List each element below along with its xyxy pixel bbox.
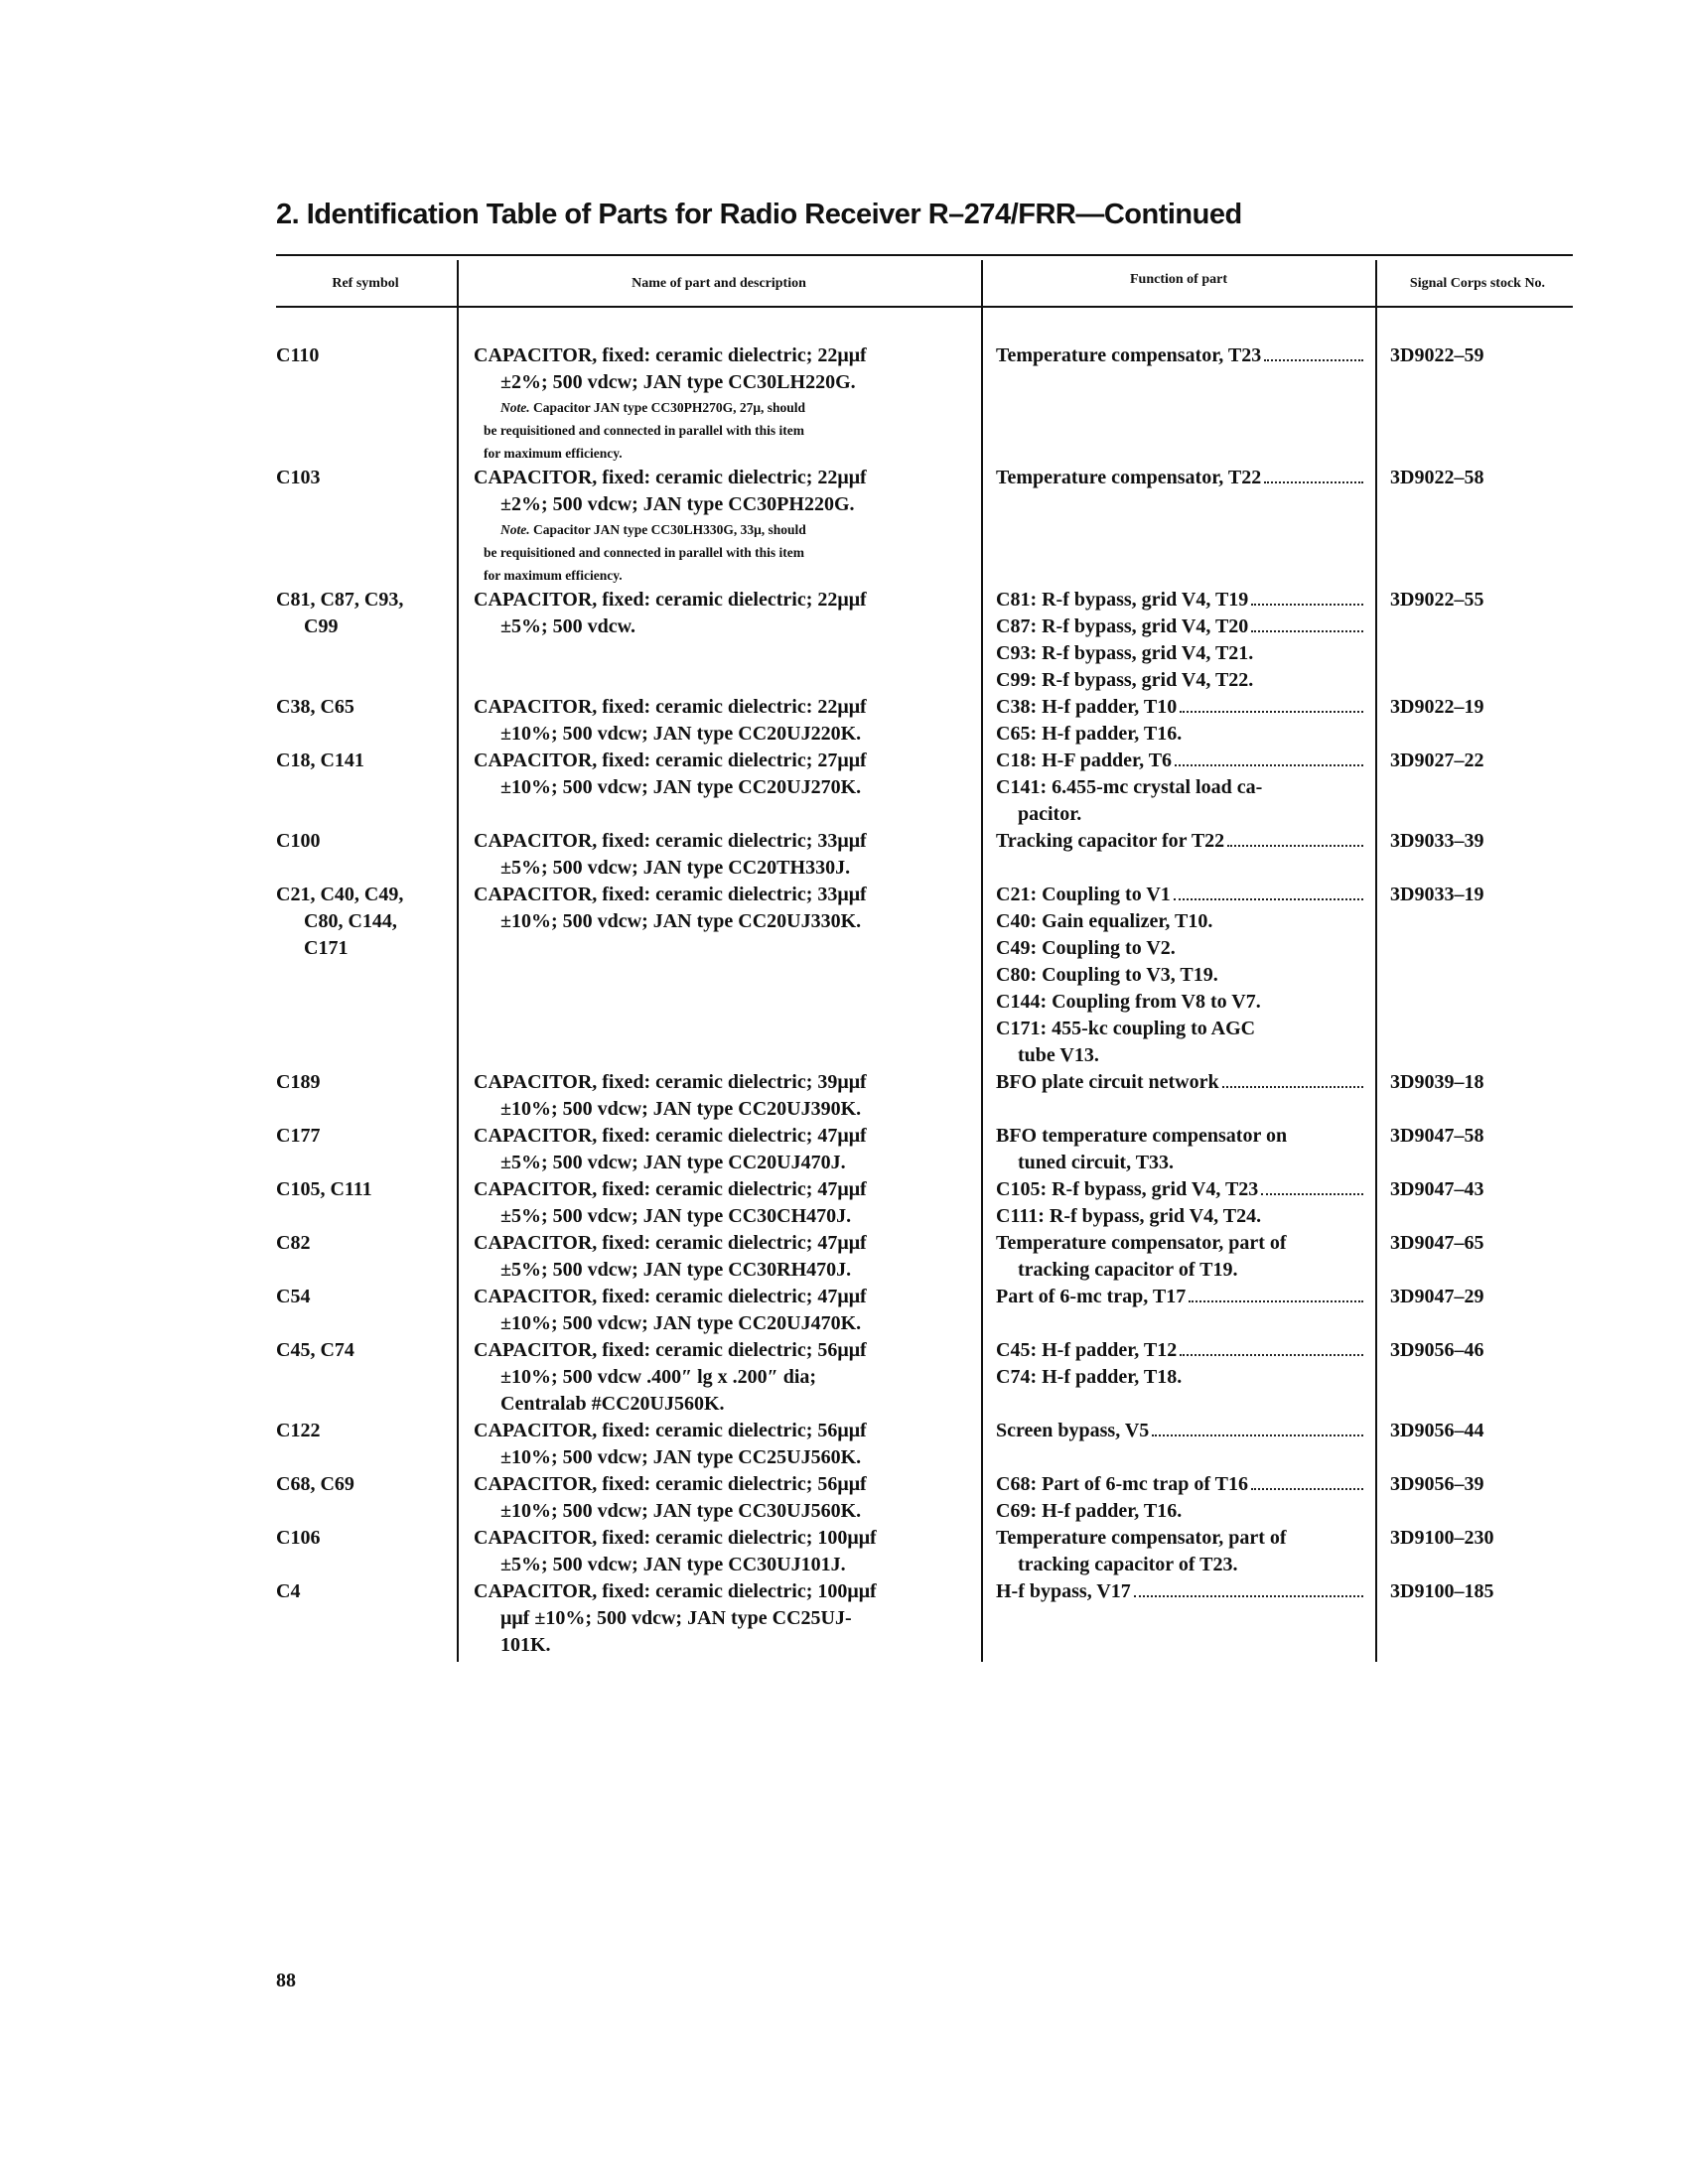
function-line bbox=[996, 465, 1365, 491]
stock-number: 3D9056–44 bbox=[1390, 1420, 1484, 1441]
table-row bbox=[0, 1123, 1688, 1176]
function-text: Temperature compensator, T22 bbox=[996, 467, 1262, 488]
ref-symbol-line: C171 bbox=[304, 937, 349, 959]
ref-symbol bbox=[276, 828, 445, 855]
ref-symbol-line: C100 bbox=[276, 830, 321, 852]
ref-symbol bbox=[276, 587, 445, 640]
stock-number: 3D9100–230 bbox=[1390, 1527, 1494, 1549]
description-line: ±5%; 500 vdcw; JAN type CC30RH470J. bbox=[500, 1259, 852, 1281]
description-line: CAPACITOR, fixed: ceramic dielectric; 33μμf bbox=[474, 884, 867, 905]
dot-leader bbox=[1174, 882, 1363, 900]
part-function bbox=[996, 465, 1365, 491]
ref-symbol-line: C99 bbox=[304, 615, 339, 637]
description-line: CAPACITOR, fixed: ceramic dielectric; 56μμf bbox=[474, 1339, 867, 1361]
part-description bbox=[474, 748, 975, 801]
part-description bbox=[474, 1176, 975, 1230]
function-text: tuned circuit, T33. bbox=[1018, 1152, 1175, 1173]
header-name-description: Name of part and description bbox=[632, 276, 806, 291]
function-text: C141: 6.455-mc crystal load ca- bbox=[996, 776, 1263, 798]
part-description bbox=[474, 1230, 975, 1284]
description-line: ±2%; 500 vdcw; JAN type CC30PH220G. bbox=[500, 493, 855, 515]
table-row bbox=[0, 342, 1688, 465]
function-line bbox=[996, 694, 1365, 721]
description-line: CAPACITOR, fixed: ceramic dielectric; 33μμf bbox=[474, 830, 867, 852]
function-text: C105: R-f bypass, grid V4, T23 bbox=[996, 1178, 1259, 1200]
ref-symbol bbox=[276, 1471, 445, 1498]
function-text: C81: R-f bypass, grid V4, T19 bbox=[996, 589, 1249, 611]
table-row bbox=[0, 587, 1688, 694]
description-line: ±10%; 500 vdcw; JAN type CC25UJ560K. bbox=[500, 1446, 862, 1468]
part-function bbox=[996, 1176, 1365, 1230]
stock-number: 3D9022–19 bbox=[1390, 696, 1484, 718]
ref-symbol-line: C4 bbox=[276, 1580, 301, 1602]
ref-symbol-line: C177 bbox=[276, 1125, 321, 1147]
part-function bbox=[996, 587, 1365, 694]
function-line bbox=[996, 614, 1365, 640]
function-text: C65: H-f padder, T16. bbox=[996, 723, 1183, 745]
ref-symbol-line: C54 bbox=[276, 1286, 311, 1307]
ref-symbol-line: C110 bbox=[276, 344, 320, 366]
part-description bbox=[474, 1418, 975, 1471]
description-line: ±5%; 500 vdcw. bbox=[500, 615, 635, 637]
function-line bbox=[996, 1203, 1365, 1230]
ref-symbol bbox=[276, 1230, 445, 1257]
description-line: ±5%; 500 vdcw; JAN type CC30CH470J. bbox=[500, 1205, 852, 1227]
ref-symbol bbox=[276, 1337, 445, 1364]
table-row bbox=[0, 1471, 1688, 1525]
function-line bbox=[996, 640, 1365, 667]
part-description bbox=[474, 1471, 975, 1525]
ref-symbol-line: C80, C144, bbox=[304, 910, 397, 932]
function-text: C74: H-f padder, T18. bbox=[996, 1366, 1183, 1388]
dot-leader bbox=[1261, 1176, 1363, 1195]
stock-number: 3D9022–59 bbox=[1390, 344, 1484, 366]
function-line bbox=[996, 935, 1365, 962]
description-line: CAPACITOR, fixed: ceramic dielectric; 22μμf bbox=[474, 589, 867, 611]
header-bottom-rule bbox=[276, 306, 1573, 308]
ref-symbol-line: C105, C111 bbox=[276, 1178, 372, 1200]
function-line bbox=[996, 1498, 1365, 1525]
function-text: C111: R-f bypass, grid V4, T24. bbox=[996, 1205, 1262, 1227]
part-description bbox=[474, 587, 975, 640]
note-line bbox=[474, 419, 975, 442]
dot-leader bbox=[1251, 614, 1363, 632]
function-text: C99: R-f bypass, grid V4, T22. bbox=[996, 669, 1254, 691]
ref-symbol-line: C68, C69 bbox=[276, 1473, 354, 1495]
part-description bbox=[474, 1069, 975, 1123]
table-row bbox=[0, 1230, 1688, 1284]
description-line: CAPACITOR, fixed: ceramic dielectric; 22μμf bbox=[474, 467, 867, 488]
part-function bbox=[996, 1525, 1365, 1578]
dot-leader bbox=[1152, 1418, 1363, 1436]
description-line: ±10%; 500 vdcw; JAN type CC30UJ560K. bbox=[500, 1500, 862, 1522]
table-row bbox=[0, 1176, 1688, 1230]
function-text: tube V13. bbox=[1018, 1044, 1099, 1066]
function-line bbox=[996, 908, 1365, 935]
description-line: CAPACITOR, fixed: ceramic dielectric: 22μμf bbox=[474, 696, 867, 718]
description-line: CAPACITOR, fixed: ceramic dielectric; 56μμf bbox=[474, 1420, 867, 1441]
stock-number: 3D9047–65 bbox=[1390, 1232, 1484, 1254]
function-line bbox=[996, 1284, 1365, 1310]
ref-symbol-line: C106 bbox=[276, 1527, 321, 1549]
function-text: C69: H-f padder, T16. bbox=[996, 1500, 1183, 1522]
note-text: Capacitor JAN type CC30PH270G, 27μ, should bbox=[533, 400, 806, 415]
part-description bbox=[474, 1123, 975, 1176]
table-row bbox=[0, 1337, 1688, 1418]
description-note bbox=[474, 518, 975, 587]
description-line: CAPACITOR, fixed: ceramic dielectric; 100μμf bbox=[474, 1527, 877, 1549]
description-line: CAPACITOR, fixed: ceramic dielectric; 47μμf bbox=[474, 1232, 867, 1254]
table-row bbox=[0, 1418, 1688, 1471]
function-text: C144: Coupling from V8 to V7. bbox=[996, 991, 1261, 1013]
dot-leader bbox=[1222, 1069, 1363, 1088]
description-line: ±5%; 500 vdcw; JAN type CC20TH330J. bbox=[500, 857, 851, 879]
ref-symbol bbox=[276, 882, 445, 962]
function-text: H-f bypass, V17 bbox=[996, 1580, 1131, 1602]
function-text: Screen bypass, V5 bbox=[996, 1420, 1150, 1441]
description-line: CAPACITOR, fixed: ceramic dielectric; 47μμf bbox=[474, 1125, 867, 1147]
function-text: Tracking capacitor for T22 bbox=[996, 830, 1225, 852]
function-line bbox=[996, 1337, 1365, 1364]
stock-number: 3D9033–19 bbox=[1390, 884, 1484, 905]
dot-leader bbox=[1180, 1337, 1363, 1356]
table-row bbox=[0, 1069, 1688, 1123]
ref-symbol bbox=[276, 1578, 445, 1605]
table-row bbox=[0, 1525, 1688, 1578]
function-line bbox=[996, 1525, 1365, 1552]
ref-symbol bbox=[276, 694, 445, 721]
stock-number: 3D9033–39 bbox=[1390, 830, 1484, 852]
stock-number: 3D9100–185 bbox=[1390, 1580, 1494, 1602]
ref-symbol bbox=[276, 1284, 445, 1310]
description-line: ±10%; 500 vdcw; JAN type CC20UJ220K. bbox=[500, 723, 862, 745]
table-row bbox=[0, 828, 1688, 882]
part-description bbox=[474, 694, 975, 748]
function-text: pacitor. bbox=[1018, 803, 1082, 825]
function-line bbox=[996, 1150, 1365, 1176]
description-line: CAPACITOR, fixed: ceramic dielectric; 47μμf bbox=[474, 1286, 867, 1307]
function-text: tracking capacitor of T19. bbox=[1018, 1259, 1238, 1281]
description-line: CAPACITOR, fixed: ceramic dielectric; 100μμf bbox=[474, 1580, 877, 1602]
part-function bbox=[996, 748, 1365, 828]
part-description bbox=[474, 465, 975, 587]
function-line bbox=[996, 989, 1365, 1016]
ref-symbol-line: C45, C74 bbox=[276, 1339, 354, 1361]
note-label: Note. bbox=[500, 400, 530, 415]
part-description bbox=[474, 1337, 975, 1418]
function-line bbox=[996, 587, 1365, 614]
function-line bbox=[996, 801, 1365, 828]
stock-number: 3D9027–22 bbox=[1390, 750, 1484, 771]
function-text: BFO plate circuit network bbox=[996, 1071, 1219, 1093]
description-line: ±10%; 500 vdcw; JAN type CC20UJ330K. bbox=[500, 910, 862, 932]
note-line bbox=[474, 518, 975, 541]
table-top-rule bbox=[276, 254, 1573, 256]
description-line: ±2%; 500 vdcw; JAN type CC30LH220G. bbox=[500, 371, 856, 393]
stock-number: 3D9039–18 bbox=[1390, 1071, 1484, 1093]
function-text: Temperature compensator, T23 bbox=[996, 344, 1262, 366]
part-function bbox=[996, 1337, 1365, 1391]
dot-leader bbox=[1264, 465, 1363, 483]
description-line: CAPACITOR, fixed: ceramic dielectric; 22μμf bbox=[474, 344, 867, 366]
ref-symbol-line: C82 bbox=[276, 1232, 311, 1254]
part-function bbox=[996, 882, 1365, 1069]
note-label: Note. bbox=[500, 522, 530, 537]
function-text: C18: H-F padder, T6 bbox=[996, 750, 1173, 771]
function-text: C21: Coupling to V1 bbox=[996, 884, 1171, 905]
table-row bbox=[0, 882, 1688, 1069]
part-description bbox=[474, 1284, 975, 1337]
description-line: ±10%; 500 vdcw .400″ lg x .200″ dia; bbox=[500, 1366, 817, 1388]
ref-symbol-line: C18, C141 bbox=[276, 750, 364, 771]
stock-number: 3D9047–43 bbox=[1390, 1178, 1484, 1200]
description-line: ±5%; 500 vdcw; JAN type CC20UJ470J. bbox=[500, 1152, 846, 1173]
ref-symbol bbox=[276, 1418, 445, 1444]
function-line bbox=[996, 342, 1365, 369]
function-text: C49: Coupling to V2. bbox=[996, 937, 1176, 959]
stock-number: 3D9047–29 bbox=[1390, 1286, 1484, 1307]
dot-leader bbox=[1264, 342, 1363, 361]
function-text: C40: Gain equalizer, T10. bbox=[996, 910, 1213, 932]
function-line bbox=[996, 748, 1365, 774]
note-text: for maximum efficiency. bbox=[484, 446, 623, 461]
function-text: C87: R-f bypass, grid V4, T20 bbox=[996, 615, 1249, 637]
parts-table-body bbox=[0, 342, 1688, 1659]
dot-leader bbox=[1227, 828, 1363, 847]
part-function bbox=[996, 694, 1365, 748]
stock-number: 3D9022–55 bbox=[1390, 589, 1484, 611]
note-text: be requisitioned and connected in parallel with this item bbox=[484, 545, 805, 560]
function-line bbox=[996, 1471, 1365, 1498]
description-line: 101K. bbox=[500, 1634, 551, 1656]
note-text: for maximum efficiency. bbox=[484, 568, 623, 583]
function-text: Part of 6-mc trap, T17 bbox=[996, 1286, 1187, 1307]
page-number: 88 bbox=[276, 1970, 296, 1991]
function-line bbox=[996, 1257, 1365, 1284]
function-text: Temperature compensator, part of bbox=[996, 1232, 1287, 1254]
function-text: Temperature compensator, part of bbox=[996, 1527, 1287, 1549]
note-line bbox=[474, 564, 975, 587]
description-line: μμf ±10%; 500 vdcw; JAN type CC25UJ- bbox=[500, 1607, 852, 1629]
description-line: CAPACITOR, fixed: ceramic dielectric; 47μμf bbox=[474, 1178, 867, 1200]
part-function bbox=[996, 1471, 1365, 1525]
table-row bbox=[0, 1578, 1688, 1659]
header-stock-no: Signal Corps stock No. bbox=[1409, 276, 1546, 291]
part-description bbox=[474, 1525, 975, 1578]
table-row bbox=[0, 1284, 1688, 1337]
part-function bbox=[996, 828, 1365, 855]
table-row bbox=[0, 694, 1688, 748]
function-line bbox=[996, 1016, 1365, 1042]
stock-number: 3D9047–58 bbox=[1390, 1125, 1484, 1147]
table-row bbox=[0, 748, 1688, 828]
part-function bbox=[996, 1230, 1365, 1284]
ref-symbol-line: C81, C87, C93, bbox=[276, 589, 404, 611]
function-line bbox=[996, 1230, 1365, 1257]
function-text: C68: Part of 6-mc trap of T16 bbox=[996, 1473, 1249, 1495]
ref-symbol bbox=[276, 1069, 445, 1096]
stock-number: 3D9022–58 bbox=[1390, 467, 1484, 488]
ref-symbol bbox=[276, 748, 445, 774]
function-line bbox=[996, 1418, 1365, 1444]
dot-leader bbox=[1189, 1284, 1363, 1302]
function-text: C80: Coupling to V3, T19. bbox=[996, 964, 1218, 986]
function-line bbox=[996, 1552, 1365, 1578]
part-function bbox=[996, 1418, 1365, 1444]
description-line: ±10%; 500 vdcw; JAN type CC20UJ270K. bbox=[500, 776, 862, 798]
dot-leader bbox=[1251, 587, 1363, 606]
function-line bbox=[996, 1364, 1365, 1391]
part-function bbox=[996, 1069, 1365, 1096]
function-line bbox=[996, 774, 1365, 801]
note-line bbox=[474, 442, 975, 465]
table-row bbox=[0, 465, 1688, 587]
note-text: Capacitor JAN type CC30LH330G, 33μ, should bbox=[533, 522, 806, 537]
ref-symbol-line: C103 bbox=[276, 467, 321, 488]
ref-symbol-line: C21, C40, C49, bbox=[276, 884, 404, 905]
ref-symbol bbox=[276, 1123, 445, 1150]
dot-leader bbox=[1134, 1578, 1363, 1597]
ref-symbol-line: C189 bbox=[276, 1071, 321, 1093]
part-description bbox=[474, 828, 975, 882]
function-text: C38: H-f padder, T10 bbox=[996, 696, 1178, 718]
description-line: ±10%; 500 vdcw; JAN type CC20UJ390K. bbox=[500, 1098, 862, 1120]
function-line bbox=[996, 1042, 1365, 1069]
function-line bbox=[996, 962, 1365, 989]
dot-leader bbox=[1175, 748, 1363, 766]
ref-symbol-line: C122 bbox=[276, 1420, 321, 1441]
description-line: CAPACITOR, fixed: ceramic dielectric; 27μμf bbox=[474, 750, 867, 771]
ref-symbol bbox=[276, 342, 445, 369]
note-line bbox=[474, 541, 975, 564]
header-ref-symbol: Ref symbol bbox=[332, 276, 399, 291]
function-text: BFO temperature compensator on bbox=[996, 1125, 1288, 1147]
function-text: tracking capacitor of T23. bbox=[1018, 1554, 1238, 1575]
part-function bbox=[996, 1123, 1365, 1176]
dot-leader bbox=[1180, 694, 1363, 713]
stock-number: 3D9056–39 bbox=[1390, 1473, 1484, 1495]
ref-symbol bbox=[276, 1176, 445, 1203]
function-text: C171: 455-kc coupling to AGC bbox=[996, 1018, 1256, 1039]
function-line bbox=[996, 1578, 1365, 1605]
function-line bbox=[996, 1176, 1365, 1203]
description-line: ±10%; 500 vdcw; JAN type CC20UJ470K. bbox=[500, 1312, 862, 1334]
note-line bbox=[474, 396, 975, 419]
description-line: ±5%; 500 vdcw; JAN type CC30UJ101J. bbox=[500, 1554, 846, 1575]
part-description bbox=[474, 882, 975, 935]
part-function bbox=[996, 1578, 1365, 1605]
function-text: C45: H-f padder, T12 bbox=[996, 1339, 1178, 1361]
function-line bbox=[996, 882, 1365, 908]
note-text: be requisitioned and connected in parallel with this item bbox=[484, 423, 805, 438]
ref-symbol-line: C38, C65 bbox=[276, 696, 354, 718]
part-description bbox=[474, 1578, 975, 1659]
part-description bbox=[474, 342, 975, 465]
function-line bbox=[996, 1069, 1365, 1096]
dot-leader bbox=[1251, 1471, 1363, 1490]
function-line bbox=[996, 721, 1365, 748]
description-note bbox=[474, 396, 975, 465]
part-function bbox=[996, 342, 1365, 369]
function-line bbox=[996, 667, 1365, 694]
header-function: Function of part bbox=[1130, 272, 1227, 287]
description-line: CAPACITOR, fixed: ceramic dielectric; 39μμf bbox=[474, 1071, 867, 1093]
stock-number: 3D9056–46 bbox=[1390, 1339, 1484, 1361]
function-text: C93: R-f bypass, grid V4, T21. bbox=[996, 642, 1254, 664]
ref-symbol bbox=[276, 1525, 445, 1552]
part-function bbox=[996, 1284, 1365, 1310]
ref-symbol bbox=[276, 465, 445, 491]
function-line bbox=[996, 1123, 1365, 1150]
description-line: CAPACITOR, fixed: ceramic dielectric; 56μμf bbox=[474, 1473, 867, 1495]
description-line: Centralab #CC20UJ560K. bbox=[500, 1393, 725, 1415]
function-line bbox=[996, 828, 1365, 855]
page-title: 2. Identification Table of Parts for Radio Receiver R–274/FRR—Continued bbox=[276, 199, 1242, 230]
